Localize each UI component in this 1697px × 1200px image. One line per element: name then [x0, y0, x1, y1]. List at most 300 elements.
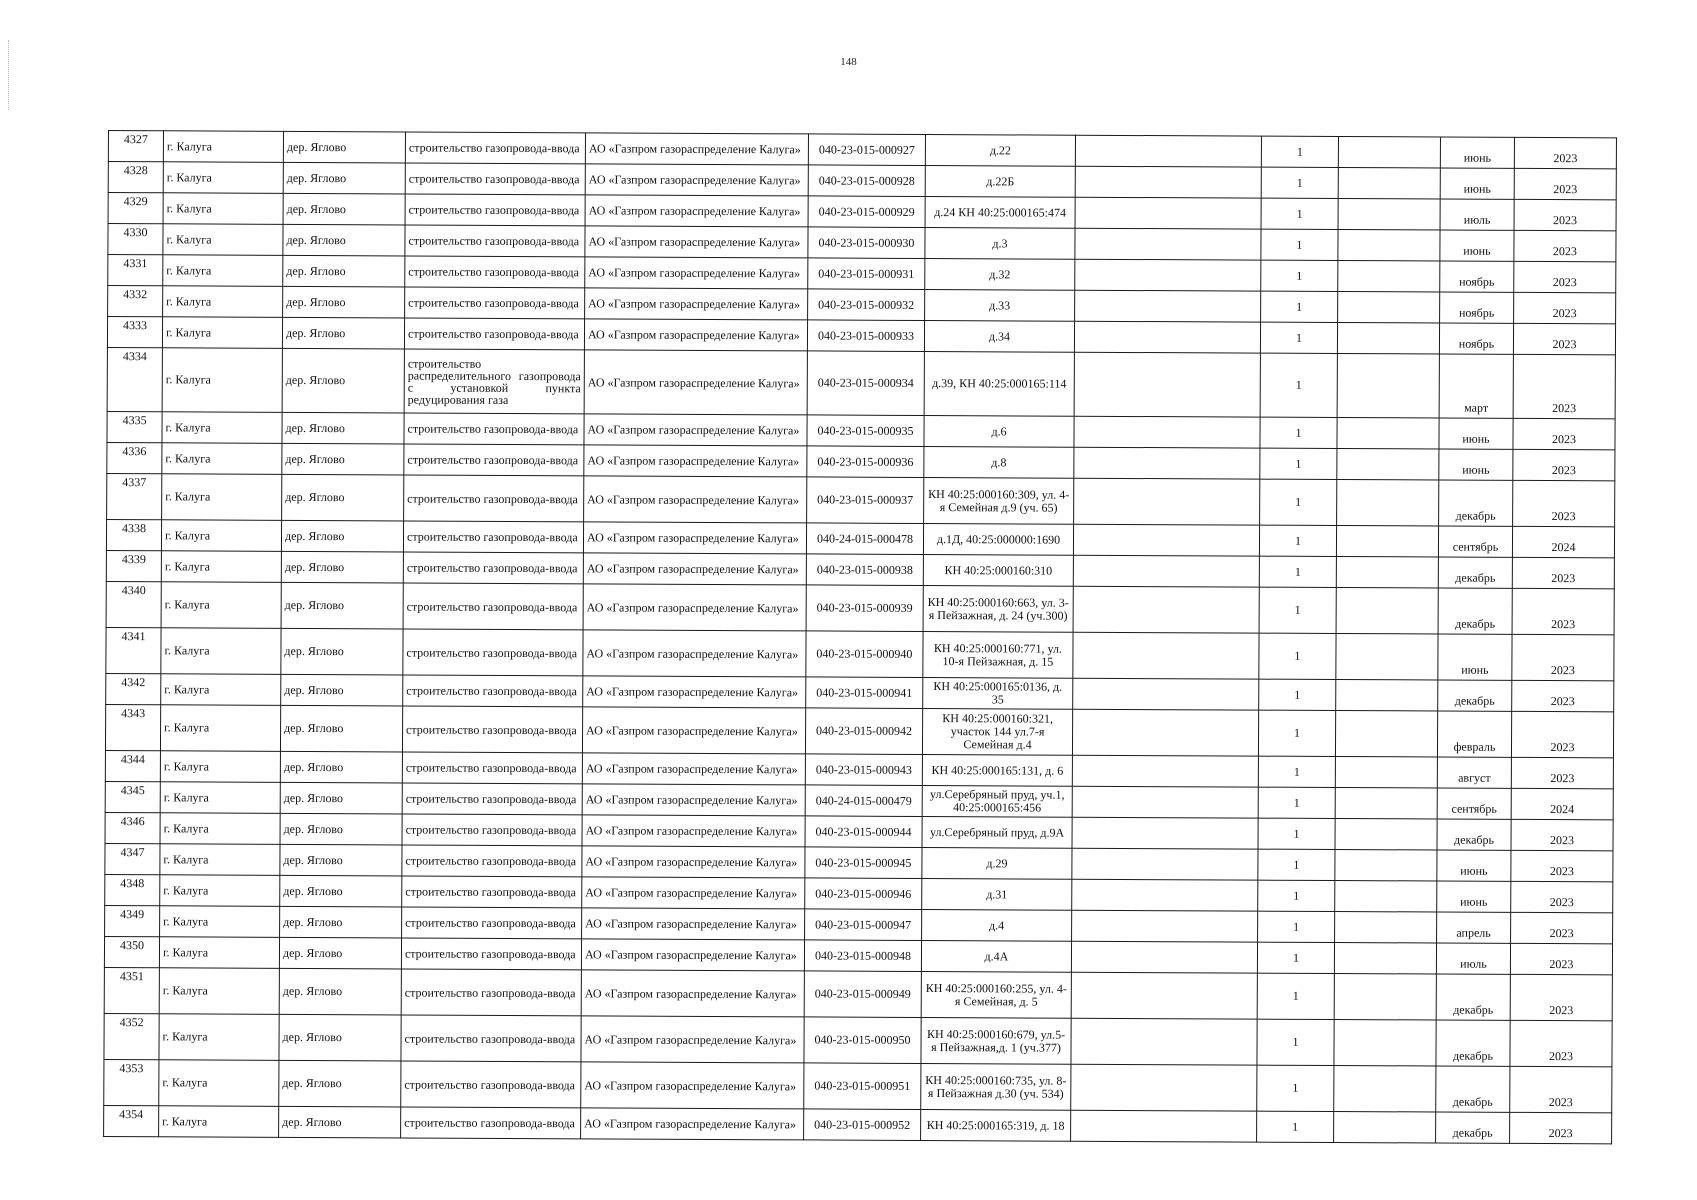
request-code-cell: 040-23-015-000940 — [806, 631, 923, 678]
city-cell: г. Калуга — [161, 551, 281, 583]
organization-cell: АО «Газпром газораспределение Калуга» — [582, 815, 805, 847]
month-cell: июнь — [1437, 881, 1511, 912]
empty-cell — [1337, 323, 1439, 354]
settlement-cell: дер. Яглово — [282, 443, 404, 475]
request-code-cell: 040-23-015-000937 — [807, 477, 924, 524]
empty-cell — [1337, 418, 1439, 449]
work-type-cell: строительство газопровода-ввода — [403, 583, 583, 630]
organization-cell: АО «Газпром газораспределение Калуга» — [581, 970, 804, 1017]
settlement-cell: дер. Яглово — [280, 906, 402, 938]
month-cell: июнь — [1438, 634, 1512, 680]
request-code-cell: 040-23-015-000944 — [805, 816, 922, 848]
year-cell: 2023 — [1510, 1066, 1612, 1112]
month-cell: июнь — [1440, 230, 1514, 261]
year-cell: 2023 — [1514, 261, 1616, 292]
month-cell: декабрь — [1436, 1020, 1510, 1066]
empty-cell — [1073, 555, 1259, 587]
work-type-cell: строительство газопровода-ввода — [405, 163, 585, 195]
work-type-cell: строительство газопровода-ввода — [402, 783, 582, 815]
settlement-cell: дер. Яглово — [280, 782, 402, 814]
city-cell: г. Калуга — [161, 674, 281, 706]
year-cell: 2024 — [1512, 526, 1614, 557]
request-code-cell: 040-23-015-000949 — [804, 971, 921, 1018]
table-row — [106, 581, 1614, 634]
organization-cell: АО «Газпром газораспределение Калуга» — [583, 522, 806, 554]
city-cell: г. Калуга — [161, 520, 281, 552]
empty-cell — [1071, 972, 1257, 1019]
work-type-cell: строительство газопровода-ввода — [402, 814, 582, 846]
year-cell: 2023 — [1513, 480, 1615, 526]
settlement-cell: дер. Яглово — [279, 1014, 401, 1061]
row-number: 4353 — [104, 1059, 159, 1105]
month-cell: декабрь — [1437, 819, 1511, 850]
request-code-cell: 040-23-015-000946 — [805, 878, 922, 910]
row-number: 4335 — [107, 411, 162, 442]
year-cell: 2023 — [1513, 354, 1615, 418]
month-cell: февраль — [1437, 711, 1511, 757]
quantity-cell: 1 — [1259, 633, 1336, 679]
quantity-cell: 1 — [1260, 353, 1337, 417]
address-cell: КН 40:25:000165:319, д. 18 — [921, 1109, 1071, 1141]
organization-cell: АО «Газпром газораспределение Калуга» — [584, 476, 807, 523]
organization-cell: АО «Газпром газораспределение Калуга» — [584, 414, 807, 446]
quantity-cell: 1 — [1258, 710, 1335, 756]
city-cell: г. Калуга — [163, 255, 283, 287]
row-number: 4346 — [105, 812, 160, 843]
empty-cell — [1074, 352, 1260, 417]
address-cell: ул.Серебряный пруд, д.9А — [922, 816, 1072, 848]
empty-cell — [1335, 912, 1437, 943]
table-row — [104, 1105, 1612, 1143]
city-cell: г. Калуга — [160, 782, 280, 814]
request-code-cell: 040-23-015-000943 — [805, 754, 922, 786]
empty-cell — [1072, 848, 1258, 880]
row-number: 4351 — [104, 967, 159, 1013]
organization-cell: АО «Газпром газораспределение Калуга» — [584, 350, 807, 415]
year-cell: 2023 — [1512, 634, 1614, 680]
month-cell: декабрь — [1438, 680, 1512, 711]
address-cell: д.3 — [925, 227, 1075, 259]
request-code-cell: 040-23-015-000939 — [806, 585, 923, 632]
address-cell: КН 40:25:000160:679, ул.5-я Пейзажная,д. 1 (уч.377) — [921, 1017, 1071, 1064]
month-cell: август — [1437, 757, 1511, 788]
settlement-cell: дер. Яглово — [281, 628, 403, 675]
organization-cell: АО «Газпром газораспределение Калуга» — [584, 445, 807, 477]
work-type-cell: строительство газопровода-ввода — [401, 938, 581, 970]
empty-cell — [1336, 557, 1438, 588]
month-cell: декабрь — [1438, 557, 1512, 588]
city-cell: г. Калуга — [162, 348, 282, 413]
city-cell: г. Калуга — [161, 582, 281, 629]
row-number: 4347 — [105, 843, 160, 874]
empty-cell — [1071, 1110, 1257, 1142]
city-cell: г. Калуга — [160, 813, 280, 845]
year-cell: 2023 — [1512, 557, 1614, 588]
quantity-cell: 1 — [1258, 787, 1335, 818]
city-cell: г. Калуга — [163, 286, 283, 318]
month-cell: июнь — [1439, 449, 1513, 480]
empty-cell — [1071, 941, 1257, 973]
quantity-cell: 1 — [1261, 198, 1338, 229]
request-code-cell: 040-23-015-000933 — [807, 320, 924, 352]
row-number: 4352 — [104, 1013, 159, 1059]
settlement-cell: дер. Яглово — [280, 751, 402, 783]
address-cell: КН 40:25:000160:309, ул. 4-я Семейная д.9 (уч. 65) — [924, 477, 1074, 524]
quantity-cell: 1 — [1260, 448, 1337, 479]
month-cell: июнь — [1439, 418, 1513, 449]
empty-cell — [1334, 1112, 1436, 1143]
request-code-cell: 040-23-015-000938 — [806, 554, 923, 586]
year-cell: 2023 — [1514, 199, 1616, 230]
organization-cell: АО «Газпром газораспределение Калуга» — [582, 908, 805, 940]
row-number: 4336 — [107, 442, 162, 473]
address-cell: д.29 — [922, 847, 1072, 879]
settlement-cell: дер. Яглово — [280, 705, 402, 752]
request-code-cell: 040-23-015-000951 — [804, 1063, 921, 1110]
work-type-cell: строительство газопровода-ввода — [405, 225, 585, 257]
address-cell: д.39, КН 40:25:000165:114 — [924, 351, 1074, 416]
request-code-cell: 040-23-015-000950 — [804, 1017, 921, 1064]
city-cell: г. Калуга — [159, 937, 279, 969]
quantity-cell: 1 — [1257, 1111, 1334, 1142]
empty-cell — [1336, 526, 1438, 557]
request-code-cell: 040-23-015-000952 — [804, 1109, 921, 1141]
address-cell: КН 40:25:000160:310 — [923, 554, 1073, 586]
quantity-cell: 1 — [1257, 973, 1334, 1019]
settlement-cell: дер. Яглово — [282, 412, 404, 444]
month-cell: июль — [1440, 199, 1514, 230]
empty-cell — [1336, 634, 1438, 680]
row-number: 4337 — [107, 473, 162, 519]
request-code-cell: 040-23-015-000931 — [808, 258, 925, 290]
settlement-cell: дер. Яглово — [281, 582, 403, 629]
empty-cell — [1072, 755, 1258, 787]
city-cell: г. Калуга — [159, 1060, 279, 1107]
empty-cell — [1334, 943, 1436, 974]
year-cell: 2023 — [1510, 974, 1612, 1020]
settlement-cell: дер. Яглово — [280, 813, 402, 845]
month-cell: декабрь — [1436, 974, 1510, 1020]
work-type-cell: строительство газопровода-ввода — [402, 907, 582, 939]
work-type-cell: строительство газопровода-ввода — [401, 969, 581, 1016]
year-cell: 2023 — [1512, 588, 1614, 634]
empty-cell — [1072, 786, 1258, 818]
quantity-cell: 1 — [1258, 818, 1335, 849]
quantity-cell: 1 — [1261, 136, 1338, 167]
row-number: 4341 — [106, 627, 161, 673]
address-cell: ул.Серебряный пруд, уч.1, 40:25:000165:456 — [922, 785, 1072, 817]
city-cell: г. Калуга — [160, 844, 280, 876]
address-cell: КН 40:25:000165:0136, д. 35 — [923, 677, 1073, 709]
row-number: 4334 — [107, 347, 162, 411]
quantity-cell: 1 — [1258, 911, 1335, 942]
settlement-cell: дер. Яглово — [283, 224, 405, 256]
settlement-cell: дер. Яглово — [281, 520, 403, 552]
request-code-cell: 040-23-015-000934 — [807, 351, 924, 416]
empty-cell — [1074, 447, 1260, 479]
city-cell: г. Калуга — [159, 1014, 279, 1061]
request-code-cell: 040-23-015-000928 — [808, 165, 925, 197]
settlement-cell: дер. Яглово — [279, 937, 401, 969]
table-row — [107, 473, 1615, 526]
quantity-cell: 1 — [1259, 679, 1336, 710]
row-number: 4344 — [105, 750, 160, 781]
quantity-cell: 1 — [1259, 587, 1336, 633]
organization-cell: АО «Газпром газораспределение Калуга» — [583, 584, 806, 631]
city-cell: г. Калуга — [162, 412, 282, 444]
quantity-cell: 1 — [1257, 1065, 1334, 1111]
row-number: 4345 — [105, 781, 160, 812]
quantity-cell: 1 — [1261, 229, 1338, 260]
work-type-cell: строительство газопровода-ввода — [403, 521, 583, 553]
quantity-cell: 1 — [1260, 322, 1337, 353]
city-cell: г. Калуга — [163, 224, 283, 256]
empty-cell — [1335, 881, 1437, 912]
empty-cell — [1335, 757, 1437, 788]
month-cell: декабрь — [1439, 480, 1513, 526]
empty-cell — [1075, 228, 1261, 260]
row-number: 4349 — [105, 905, 160, 936]
work-type-cell: строительство газопровода-ввода — [404, 413, 584, 445]
month-cell: июль — [1436, 943, 1510, 974]
month-cell: декабрь — [1436, 1112, 1510, 1143]
row-number: 4354 — [104, 1105, 159, 1136]
empty-cell — [1074, 321, 1260, 353]
request-code-cell: 040-24-015-000479 — [805, 785, 922, 817]
quantity-cell: 1 — [1260, 479, 1337, 525]
table-row — [107, 347, 1615, 418]
empty-cell — [1074, 416, 1260, 448]
empty-cell — [1338, 292, 1440, 323]
address-cell: д.4А — [921, 940, 1071, 972]
row-number: 4350 — [104, 936, 159, 967]
year-cell: 2023 — [1514, 137, 1616, 168]
quantity-cell: 1 — [1257, 942, 1334, 973]
quantity-cell: 1 — [1258, 756, 1335, 787]
quantity-cell: 1 — [1261, 167, 1338, 198]
organization-cell: АО «Газпром газораспределение Калуга» — [582, 877, 805, 909]
month-cell: март — [1439, 354, 1513, 418]
city-cell: г. Калуга — [163, 131, 283, 163]
settlement-cell: дер. Яглово — [282, 348, 404, 413]
address-cell: КН 40:25:000160:663, ул. 3-я Пейзажная, д. 24 (уч.300) — [923, 585, 1073, 632]
empty-cell — [1335, 850, 1437, 881]
month-cell: июнь — [1437, 850, 1511, 881]
row-number: 4333 — [107, 317, 162, 348]
address-cell: д.8 — [924, 446, 1074, 478]
quantity-cell: 1 — [1257, 1019, 1334, 1065]
row-number: 4343 — [105, 704, 160, 750]
request-code-cell: 040-23-015-000935 — [807, 415, 924, 447]
work-type-cell: строительство газопровода-ввода — [401, 1015, 581, 1062]
address-cell: д.4 — [922, 909, 1072, 941]
organization-cell: АО «Газпром газораспределение Калуга» — [585, 257, 808, 289]
year-cell: 2023 — [1514, 292, 1616, 323]
city-cell: г. Калуга — [160, 875, 280, 907]
work-type-cell: строительство газопровода-ввода — [401, 1107, 581, 1139]
city-cell: г. Калуга — [160, 906, 280, 938]
year-cell: 2023 — [1514, 168, 1616, 199]
empty-cell — [1072, 879, 1258, 911]
empty-cell — [1336, 588, 1438, 634]
empty-cell — [1073, 524, 1259, 556]
organization-cell: АО «Газпром газораспределение Калуга» — [581, 1062, 804, 1109]
row-number: 4331 — [108, 255, 163, 286]
work-type-cell: строительство газопровода-ввода — [403, 675, 583, 707]
work-type-cell: строительство газопровода-ввода — [402, 752, 582, 784]
year-cell: 2024 — [1511, 788, 1613, 819]
year-cell: 2023 — [1511, 711, 1613, 757]
address-cell: д.34 — [924, 320, 1074, 352]
month-cell: декабрь — [1438, 588, 1512, 634]
city-cell: г. Калуга — [163, 162, 283, 194]
table-row — [104, 1059, 1612, 1112]
empty-cell — [1071, 1018, 1257, 1065]
city-cell: г. Калуга — [160, 751, 280, 783]
organization-cell: АО «Газпром газораспределение Калуга» — [581, 939, 804, 971]
month-cell: сентябрь — [1437, 788, 1511, 819]
settlement-cell: дер. Яглово — [283, 162, 405, 194]
request-code-cell: 040-23-015-000932 — [808, 289, 925, 321]
address-cell: КН 40:25:000160:771, ул. 10-я Пейзажная, д. 15 — [923, 631, 1073, 678]
month-cell: ноябрь — [1439, 323, 1513, 354]
work-type-cell: строительство распределительного газопровода с установкой пункта редуцирования газа — [404, 349, 584, 414]
empty-cell — [1073, 632, 1259, 679]
address-cell: КН 40:25:000160:321, участок 144 ул.7-я Семейная д.4 — [922, 708, 1072, 755]
gas-connection-register-table — [103, 130, 1617, 1144]
city-cell: г. Калуга — [160, 705, 280, 752]
quantity-cell: 1 — [1261, 260, 1338, 291]
request-code-cell: 040-23-015-000948 — [804, 940, 921, 972]
empty-cell — [1338, 199, 1440, 230]
empty-cell — [1337, 480, 1439, 526]
work-type-cell: строительство газопровода-ввода — [405, 256, 585, 288]
organization-cell: АО «Газпром газораспределение Калуга» — [582, 784, 805, 816]
empty-cell — [1072, 910, 1258, 942]
work-type-cell: строительство газопровода-ввода — [403, 552, 583, 584]
request-code-cell: 040-23-015-000942 — [805, 708, 922, 755]
row-number: 4348 — [105, 874, 160, 905]
empty-cell — [1075, 290, 1261, 322]
address-cell: д.22Б — [925, 165, 1075, 197]
empty-cell — [1075, 259, 1261, 291]
settlement-cell: дер. Яглово — [281, 674, 403, 706]
request-code-cell: 040-23-015-000936 — [807, 446, 924, 478]
year-cell: 2023 — [1511, 881, 1613, 912]
request-code-cell: 040-23-015-000927 — [808, 134, 925, 166]
year-cell: 2023 — [1511, 757, 1613, 788]
settlement-cell: дер. Яглово — [282, 317, 404, 349]
empty-cell — [1334, 1020, 1436, 1066]
year-cell: 2023 — [1511, 850, 1613, 881]
settlement-cell: дер. Яглово — [279, 1106, 401, 1138]
month-cell: июнь — [1440, 137, 1514, 168]
year-cell: 2023 — [1511, 912, 1613, 943]
organization-cell: АО «Газпром газораспределение Калуга» — [581, 1108, 804, 1140]
city-cell: г. Калуга — [162, 474, 282, 521]
organization-cell: АО «Газпром газораспределение Калуга» — [585, 288, 808, 320]
row-number: 4328 — [108, 162, 163, 193]
work-type-cell: строительство газопровода-ввода — [405, 132, 585, 164]
address-cell: д.6 — [924, 415, 1074, 447]
empty-cell — [1338, 137, 1440, 168]
address-cell: д.24 КН 40:25:000165:474 — [925, 196, 1075, 228]
organization-cell: АО «Газпром газораспределение Калуга» — [582, 753, 805, 785]
table-row — [104, 1013, 1612, 1066]
page-number: 148 — [840, 56, 857, 68]
row-number: 4329 — [108, 193, 163, 224]
empty-cell — [1072, 709, 1258, 756]
settlement-cell: дер. Яглово — [283, 193, 405, 225]
empty-cell — [1334, 1066, 1436, 1112]
settlement-cell: дер. Яглово — [279, 968, 401, 1015]
empty-cell — [1075, 135, 1261, 167]
scan-edge-mark — [8, 40, 10, 110]
request-code-cell: 040-23-015-000941 — [806, 677, 923, 709]
city-cell: г. Калуга — [162, 443, 282, 475]
row-number: 4332 — [108, 286, 163, 317]
empty-cell — [1335, 711, 1437, 757]
organization-cell: АО «Газпром газораспределение Калуга» — [585, 195, 808, 227]
row-number: 4342 — [106, 673, 161, 704]
organization-cell: АО «Газпром газораспределение Калуга» — [583, 630, 806, 677]
settlement-cell: дер. Яглово — [283, 255, 405, 287]
row-number: 4330 — [108, 224, 163, 255]
empty-cell — [1337, 354, 1439, 418]
year-cell: 2023 — [1514, 230, 1616, 261]
year-cell: 2023 — [1510, 1020, 1612, 1066]
city-cell: г. Калуга — [159, 1106, 279, 1138]
empty-cell — [1074, 478, 1260, 525]
settlement-cell: дер. Яглово — [279, 1060, 401, 1107]
request-code-cell: 040-23-015-000945 — [805, 847, 922, 879]
quantity-cell: 1 — [1258, 880, 1335, 911]
organization-cell: АО «Газпром газораспределение Калуга» — [584, 319, 807, 351]
empty-cell — [1075, 166, 1261, 198]
work-type-cell: строительство газопровода-ввода — [404, 318, 584, 350]
request-code-cell: 040-23-015-000930 — [808, 227, 925, 259]
work-type-cell: строительство газопровода-ввода — [401, 1061, 581, 1108]
year-cell: 2023 — [1513, 449, 1615, 480]
year-cell: 2023 — [1512, 680, 1614, 711]
settlement-cell: дер. Яглово — [282, 474, 404, 521]
address-cell: КН 40:25:000165:131, д. 6 — [922, 754, 1072, 786]
row-number: 4339 — [106, 550, 161, 581]
row-number: 4338 — [106, 519, 161, 550]
work-type-cell: строительство газопровода-ввода — [402, 706, 582, 753]
address-cell: д.22 — [925, 134, 1075, 166]
address-cell: д.32 — [925, 258, 1075, 290]
year-cell: 2023 — [1511, 819, 1613, 850]
organization-cell: АО «Газпром газораспределение Калуга» — [581, 1016, 804, 1063]
empty-cell — [1071, 1064, 1257, 1111]
organization-cell: АО «Газпром газораспределение Калуга» — [582, 846, 805, 878]
quantity-cell: 1 — [1258, 849, 1335, 880]
empty-cell — [1336, 680, 1438, 711]
work-type-cell: строительство газопровода-ввода — [402, 876, 582, 908]
empty-cell — [1338, 168, 1440, 199]
work-type-cell: строительство газопровода-ввода — [405, 194, 585, 226]
quantity-cell: 1 — [1259, 525, 1336, 556]
settlement-cell: дер. Яглово — [280, 844, 402, 876]
month-cell: ноябрь — [1440, 261, 1514, 292]
city-cell: г. Калуга — [161, 628, 281, 675]
work-type-cell: строительство газопровода-ввода — [404, 444, 584, 476]
table-row — [104, 967, 1612, 1020]
month-cell: ноябрь — [1440, 292, 1514, 323]
year-cell: 2023 — [1513, 418, 1615, 449]
city-cell: г. Калуга — [159, 968, 279, 1015]
